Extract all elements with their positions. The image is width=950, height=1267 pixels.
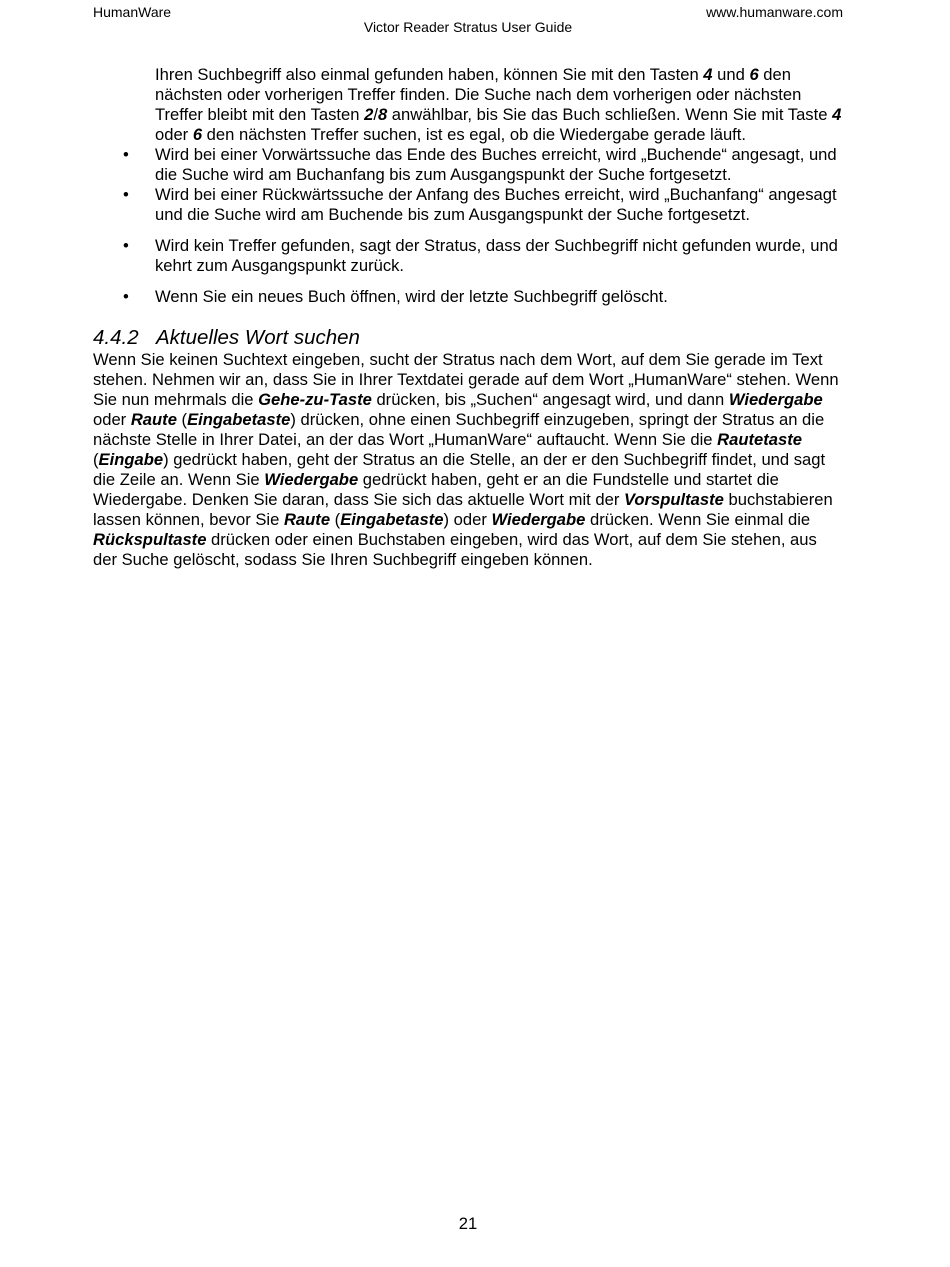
key-term: Eingabe: [98, 450, 164, 469]
page-number: 21: [458, 1214, 478, 1233]
text-run: ) drücken, ohne einen Suchbegriff einzugeben, springt der Stratus an die nächste Stelle in Ihrer Datei, an der das Wort „HumanWare“ auftaucht. Wenn Sie die: [93, 410, 825, 449]
bullet-icon: •: [123, 287, 129, 306]
bullet-icon: •: [123, 236, 129, 255]
text-run: den nächsten Treffer suchen, ist es egal, ob die Wiedergabe gerade läuft.: [202, 125, 747, 144]
key-4: 4: [832, 105, 842, 124]
list-item: [93, 185, 845, 225]
text-run: (: [93, 450, 99, 469]
section-title: Aktuelles Wort suchen: [156, 326, 360, 349]
section-heading: [93, 326, 845, 350]
text-run: (: [176, 410, 188, 429]
list-item: [93, 236, 845, 276]
list-item-text: Wird kein Treffer gefunden, sagt der Stratus, dass der Suchbegriff nicht gefunden wurde, und kehrt zum Ausgangspunkt zurück.: [155, 236, 838, 275]
text-run: drücken. Wenn Sie einmal die: [585, 510, 811, 529]
key-term: Eingabetaste: [340, 510, 444, 529]
continuation-paragraph: [155, 65, 845, 145]
key-6: 6: [192, 125, 203, 144]
key-8: 8: [377, 105, 388, 124]
key-term: Vorspultaste: [623, 490, 724, 509]
header-document-title: Victor Reader Stratus User Guide: [363, 19, 573, 35]
text-run: drücken oder einen Buchstaben eingeben, wird das Wort, auf dem Sie stehen, aus der Suche gelöscht, sodass Sie Ihren Suchbegriff eingeben können.: [93, 530, 817, 569]
bullet-icon: •: [123, 145, 129, 164]
text-run: oder: [93, 410, 131, 429]
key-term: Raute: [130, 410, 177, 429]
section-paragraph: [93, 350, 845, 570]
text-run: /: [373, 105, 378, 124]
text-run: ) oder: [443, 510, 492, 529]
text-run: (: [330, 510, 341, 529]
key-4: 4: [703, 65, 713, 84]
list-item-text: Wenn Sie ein neues Buch öffnen, wird der letzte Suchbegriff gelöscht.: [155, 287, 668, 306]
section-number: 4.4.2: [93, 326, 139, 349]
key-6: 6: [749, 65, 759, 84]
text-run: oder: [155, 125, 193, 144]
bullet-icon: •: [123, 185, 129, 204]
text-run: drücken, bis „Suchen“ angesagt wird, und dann: [371, 390, 729, 409]
text-run: Ihren Suchbegriff also einmal gefunden haben, können Sie mit den Tasten: [155, 65, 704, 84]
header-company: HumanWare: [93, 4, 172, 20]
key-term: Wiedergabe: [491, 510, 586, 529]
key-term: Gehe-zu-Taste: [258, 390, 372, 409]
text-run: buchstabieren lassen können, bevor Sie: [93, 490, 833, 529]
key-term: Rautetaste: [717, 430, 802, 449]
text-run: Wenn Sie keinen Suchtext eingeben, sucht der Stratus nach dem Wort, auf dem Sie gerade im Text stehen. Nehmen wir an, dass Sie in Ihrer Textdatei gerade auf dem Wort „HumanWare“ stehen. Wenn Sie nun mehrmals die: [93, 350, 839, 409]
key-term: Rückspultaste: [93, 530, 207, 549]
bullet-list: [93, 145, 845, 307]
key-term: Wiedergabe: [728, 390, 823, 409]
key-term: Raute: [283, 510, 331, 529]
text-run: gedrückt haben, geht er an die Fundstelle und startet die Wiedergabe. Denken Sie daran, dass Sie sich das aktuelle Wort mit der: [93, 470, 779, 509]
page-content: [93, 65, 845, 570]
key-term: Wiedergabe: [264, 470, 359, 489]
text-run: ) gedrückt haben, geht der Stratus an die Stelle, an der er den Suchbegriff findet, und sagt die Zeile an. Wenn Sie: [93, 450, 826, 489]
list-item-text: Wird bei einer Rückwärtssuche der Anfang des Buches erreicht, wird „Buchanfang“ angesagt und die Suche wird am Buchende bis zum Ausgangspunkt der Suche fortgesetzt.: [155, 185, 837, 224]
text-run: anwählbar, bis Sie das Buch schließen. Wenn Sie mit Taste: [387, 105, 833, 124]
text-run: den nächsten oder vorherigen Treffer finden. Die Suche nach dem vorherigen oder nächsten Treffer bleibt mit den Tasten: [155, 65, 802, 124]
list-item: [93, 145, 845, 185]
header-website: www.humanware.com: [706, 4, 843, 20]
list-item: [93, 287, 845, 307]
key-term: Eingabetaste: [187, 410, 291, 429]
text-run: und: [712, 65, 750, 84]
key-2: 2: [364, 105, 374, 124]
list-item-text: Wird bei einer Vorwärtssuche das Ende des Buches erreicht, wird „Buchende“ angesagt, und die Suche wird am Buchanfang bis zum Ausgangspunkt der Suche fortgesetzt.: [155, 145, 837, 184]
